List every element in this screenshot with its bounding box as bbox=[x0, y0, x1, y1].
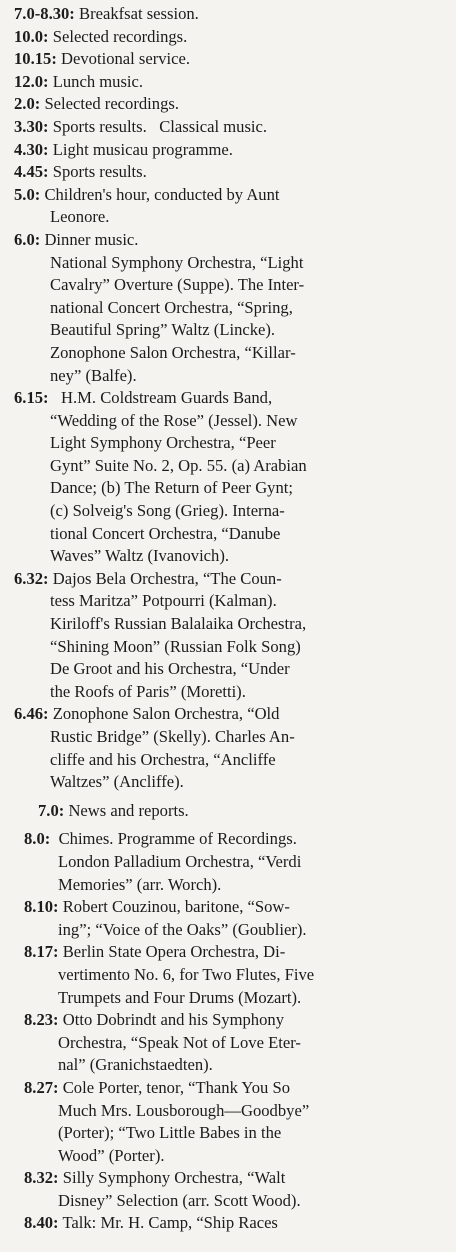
entry-text: (Porter); “Two Little Babes in the bbox=[58, 1123, 282, 1143]
entry-text: Devotional service. bbox=[61, 49, 191, 69]
program-entry bbox=[14, 1077, 450, 1167]
program-entry bbox=[14, 116, 450, 139]
entry-text: Dance; (b) The Return of Peer Gynt; bbox=[50, 478, 293, 498]
program-entry bbox=[14, 703, 450, 793]
entry-text: Disney” Selection (arr. Scott Wood). bbox=[58, 1190, 301, 1210]
entry-text: National Symphony Orchestra, “Light bbox=[50, 252, 304, 272]
entry-text: Wood” (Porter). bbox=[58, 1145, 165, 1165]
entry-time: 8.23: bbox=[24, 1010, 59, 1030]
entry-time: 7.0-8.30: bbox=[14, 4, 75, 23]
program-entry bbox=[14, 828, 450, 896]
entry-text: tess Maritza” Potpourri (Kalman). bbox=[50, 591, 277, 611]
entry-text: Beautiful Spring” Waltz (Lincke). bbox=[50, 320, 276, 340]
entry-text: Waltzes” (Ancliffe). bbox=[50, 772, 184, 792]
program-entry bbox=[14, 161, 450, 184]
entry-text: Selected recordings. bbox=[52, 26, 188, 46]
entry-text: London Palladium Orchestra, “Verdi bbox=[58, 851, 302, 871]
entry-text: H.M. Coldstream Guards Band, bbox=[61, 388, 273, 408]
entry-text: Kiriloff's Russian Balalaika Orchestra, bbox=[50, 614, 307, 634]
entry-text: Children's hour, conducted by Aunt bbox=[44, 184, 280, 204]
entry-text: Robert Couzinou, baritone, “Sow- bbox=[62, 897, 290, 917]
program-entry bbox=[14, 71, 450, 94]
program-entry bbox=[14, 139, 450, 162]
entry-text: Silly Symphony Orchestra, “Walt bbox=[62, 1168, 286, 1188]
entry-text: Zonophone Salon Orchestra, “Old bbox=[52, 704, 280, 724]
entry-time: 8.0: bbox=[24, 829, 51, 849]
entry-text: Trumpets and Four Drums (Mozart). bbox=[58, 987, 302, 1007]
entry-time: 6.32: bbox=[14, 568, 49, 588]
entry-text: vertimento No. 6, for Two Flutes, Five bbox=[58, 964, 315, 984]
entry-time: 2.0: bbox=[14, 94, 41, 114]
entry-text: cliffe and his Orchestra, “Ancliffe bbox=[50, 749, 276, 769]
entry-text: Dinner music. bbox=[44, 229, 139, 249]
entry-text: Cavalry” Overture (Suppe). The Inter- bbox=[50, 275, 305, 295]
program-entry bbox=[14, 1212, 450, 1235]
entry-text: Gynt” Suite No. 2, Op. 55. (a) Arabian bbox=[50, 455, 307, 475]
program-entry bbox=[14, 229, 450, 387]
entry-time: 12.0: bbox=[14, 71, 49, 91]
program-entry bbox=[14, 896, 450, 941]
entry-text: nal” (Granichstaedten). bbox=[58, 1055, 213, 1075]
program-entry bbox=[14, 26, 450, 49]
entry-text: Sports results. Classical music. bbox=[52, 116, 268, 136]
entry-time: 8.32: bbox=[24, 1168, 59, 1188]
program-entry bbox=[14, 48, 450, 71]
entry-text: Memories” (arr. Worch). bbox=[58, 874, 222, 894]
entry-text: (c) Solveig's Song (Grieg). Interna- bbox=[50, 501, 285, 521]
entry-text: ney” (Balfe). bbox=[50, 365, 137, 385]
entry-text: Talk: Mr. H. Camp, “Ship Races bbox=[62, 1213, 278, 1233]
entry-text: Breakfsat session. bbox=[79, 4, 199, 23]
entry-text: Berlin State Opera Orchestra, Di- bbox=[62, 942, 286, 962]
entry-text: Much Mrs. Lousborough—Goodbye” bbox=[58, 1100, 310, 1120]
program-entry bbox=[14, 941, 450, 1009]
entry-text: ing”; “Voice of the Oaks” (Goublier). bbox=[58, 919, 307, 939]
program-entry bbox=[14, 184, 450, 229]
entry-text: Sports results. bbox=[52, 162, 147, 182]
entry-time: 8.10: bbox=[24, 897, 59, 917]
entry-text: Zonophone Salon Orchestra, “Killar- bbox=[50, 342, 296, 362]
entry-time: 5.0: bbox=[14, 184, 41, 204]
entry-time: 10.0: bbox=[14, 26, 49, 46]
entry-time: 6.46: bbox=[14, 704, 49, 724]
entry-text: Orchestra, “Speak Not of Love Eter- bbox=[58, 1032, 301, 1052]
entry-text: “Wedding of the Rose” (Jessel). New bbox=[50, 410, 298, 430]
entry-time: 4.30: bbox=[14, 139, 49, 159]
entry-time: 10.15: bbox=[14, 49, 57, 69]
program-entry bbox=[14, 1009, 450, 1077]
entry-text: Lunch music. bbox=[52, 71, 144, 91]
entry-text: tional Concert Orchestra, “Danube bbox=[50, 523, 281, 543]
entry-time: 8.27: bbox=[24, 1077, 59, 1097]
program-entry bbox=[14, 800, 450, 823]
entry-time: 4.45: bbox=[14, 162, 49, 182]
entry-time: 8.40: bbox=[24, 1213, 59, 1233]
entry-text: Chimes. Programme of Recordings. bbox=[58, 829, 297, 849]
entry-time: 8.17: bbox=[24, 942, 59, 962]
entry-text: Selected recordings. bbox=[44, 94, 179, 114]
entry-text: Otto Dobrindt and his Symphony bbox=[62, 1010, 284, 1030]
program-entry bbox=[14, 568, 450, 704]
entry-text: De Groot and his Orchestra, “Under bbox=[50, 659, 290, 679]
program-entry bbox=[14, 3, 450, 26]
entry-text: Rustic Bridge” (Skelly). Charles An- bbox=[50, 727, 295, 746]
program-entry bbox=[14, 387, 450, 568]
entry-text: “Shining Moon” (Russian Folk Song) bbox=[50, 636, 301, 656]
entry-time: 6.0: bbox=[14, 229, 41, 249]
entry-text: Light Symphony Orchestra, “Peer bbox=[50, 433, 276, 453]
entry-text: Waves” Waltz (Ivanovich). bbox=[50, 546, 230, 566]
entry-time: 6.15: bbox=[14, 388, 49, 408]
entry-text: Dajos Bela Orchestra, “The Coun- bbox=[52, 568, 282, 588]
program-entry bbox=[14, 1167, 450, 1212]
program-entry bbox=[14, 93, 450, 116]
entry-text: Leonore. bbox=[50, 207, 110, 227]
entry-text: Light musicau programme. bbox=[52, 139, 233, 159]
entry-text: national Concert Orchestra, “Spring, bbox=[50, 297, 293, 317]
entry-text: News and reports. bbox=[68, 800, 189, 820]
entry-text: the Roofs of Paris” (Moretti). bbox=[50, 681, 246, 701]
entry-time: 7.0: bbox=[38, 800, 65, 820]
entry-text: Cole Porter, tenor, “Thank You So bbox=[62, 1077, 291, 1097]
entry-time: 3.30: bbox=[14, 116, 49, 136]
